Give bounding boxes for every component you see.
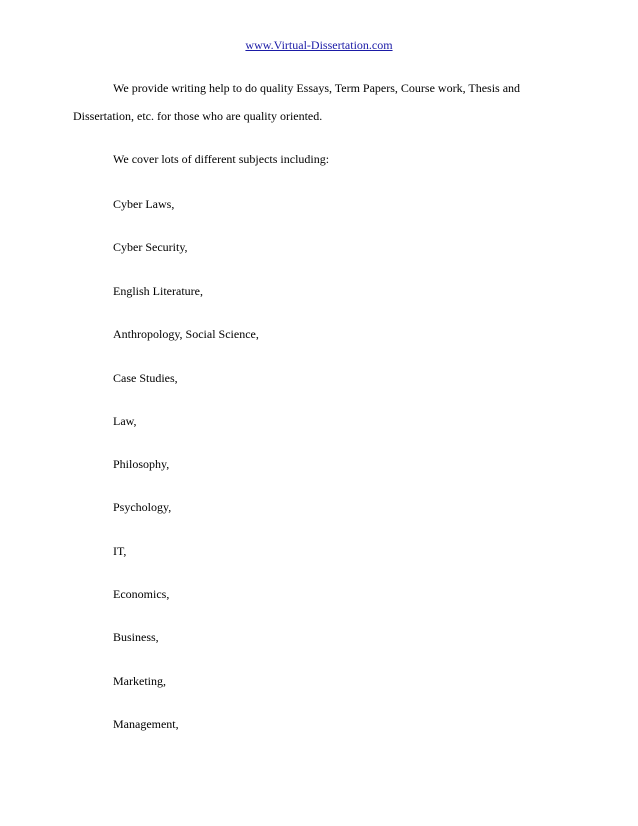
subject-item: Business,: [113, 630, 159, 644]
subject-item: Marketing,: [113, 674, 166, 688]
subject-item: Cyber Laws,: [113, 197, 175, 211]
intro-line-1: We provide writing help to do quality Essays, Term Papers, Course work, Thesis and: [113, 81, 521, 95]
subject-item: Anthropology, Social Science,: [113, 327, 259, 341]
subject-item: Case Studies,: [113, 371, 178, 385]
subjects-intro: We cover lots of different subjects including:: [113, 152, 330, 166]
subject-item: Psychology,: [113, 500, 172, 514]
subject-item: English Literature,: [113, 284, 203, 298]
subject-item: Philosophy,: [113, 457, 170, 471]
website-link[interactable]: www.Virtual-Dissertation.com: [245, 38, 393, 52]
subject-item: Law,: [113, 414, 137, 428]
subject-item: Cyber Security,: [113, 240, 188, 254]
subject-item: Management,: [113, 717, 179, 731]
subject-item: IT,: [113, 544, 127, 558]
subject-item: Economics,: [113, 587, 170, 601]
intro-line-2: Dissertation, etc. for those who are quality oriented.: [73, 109, 323, 123]
